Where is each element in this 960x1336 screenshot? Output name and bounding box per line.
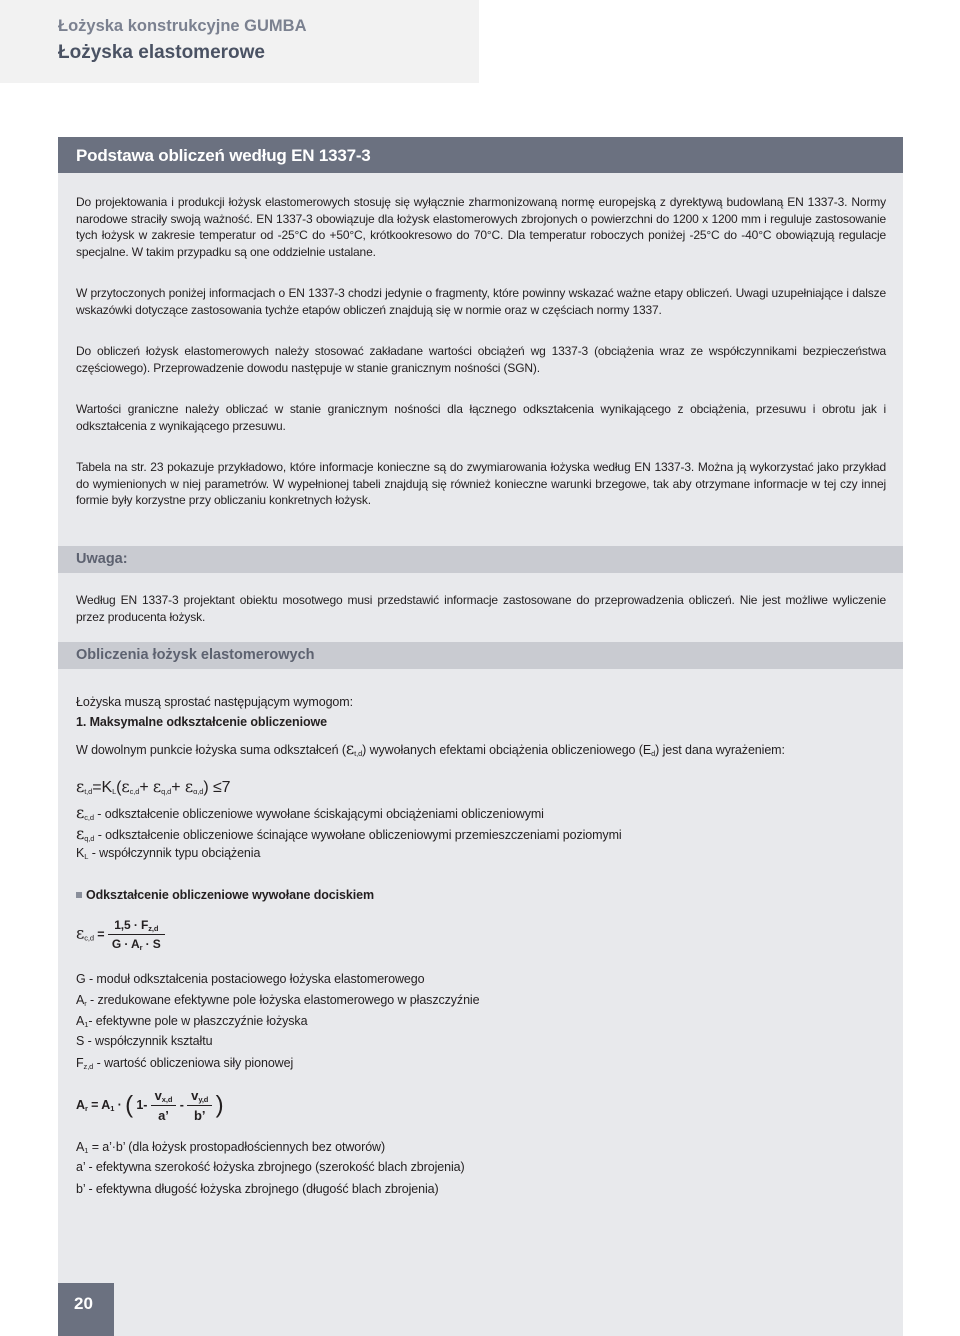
definition-a-prime: a’ - efektywna szerokość łożyska zbrojnego (szerokość blach zbrojenia) (76, 1160, 465, 1174)
paragraph-1: Do projektowania i produkcji łożysk elastomerowych stosuję się wyłącznie zharmonizowaną normę europejską z dyrektywą budowlaną EN 1337-3. Normy narodowe straciły swoją ważność. EN 1337-3 obowiązuje dla łożysk elastomerowych zbrojonych o powierzchni do 1200 x 1200 mm i reguluje zastosowanie tych łożysk w zakresie temperatur od -25°C do +50°C, krótkookresowo do 70°C. Dla temperatur roboczych poniżej -25°C do -40°C obowiązują regulacje specjalne. W takim przypadku są one oddzielnie ustalane. (76, 195, 886, 259)
note-heading-bar (58, 546, 903, 573)
header-box (0, 0, 479, 83)
formula-fraction: $\frac{1,5 \cdot F_{z,d}}{G \cdot A_r \cdot S}$ (108, 918, 165, 952)
formula-fraction-y: $\frac{v_{y,d}}{b’}$ (187, 1088, 212, 1123)
square-bullet-icon (76, 892, 82, 898)
definition-eps-cd: $\varepsilon_{c,d}$ - odkształcenie obliczeniowe wywołane ściskającymi obciążeniami obliczeniowymi (76, 803, 544, 822)
strain-inequality: $\varepsilon_{t,d}=K_L(\varepsilon_{c,d}+ \varepsilon_{q,d}+ \varepsilon_{\alpha,d}) \le 7$ (76, 777, 231, 796)
compression-strain-formula: $\varepsilon_{c,d}$ = $\frac{1,5 \cdot F_{z,d}}{G \cdot A_r \cdot S}$ (76, 918, 165, 952)
header-title: Łożyska elastomerowe (58, 42, 265, 63)
reduced-area-formula: $A_r = A_1$ · ( 1- $\frac{v_{x,d}}{a’}$ - $\frac{v_{y,d}}{b’}$ ) (76, 1088, 224, 1123)
note-text: Według EN 1337-3 projektant obiektu mosotwego musi przedstawić informacje zastosowane do przeprowadzenia obliczeń. Nie jest możliwe wyliczenie przez producenta łożysk. (76, 593, 886, 624)
formula-fraction-x: $\frac{v_{x,d}}{a’}$ (151, 1088, 177, 1123)
calc-intro: Łożyska muszą sprostać następującym wymogom: (76, 695, 353, 709)
paragraph-2: W przytoczonych poniżej informacjach o EN 1337-3 chodzi jedynie o fragmenty, które powinny wskazać ważne etapy obliczeń. Uwagi uzupełniające i dalsze wskazówki dotyczące zastosowania tychże etapów obliczeń znajdują się w normie oraz w częściach normy 1337. (76, 286, 886, 317)
page-number: 20 (74, 1294, 93, 1313)
paragraph-5: Tabela na str. 23 pokazuje przykładowo, które informacje konieczne są do zwymiarowania łożyska według EN 1337-3. Można ją wykorzystać jako przykład do wymienionych w niej parametrów. W wypełnionej tabeli znajdują się również konieczne warunki brzegowe, tak aby otrzymane informacje w tej czy innej formie były korzystne przy obliczaniu konkretnych łożysk. (76, 460, 886, 508)
definition-fz: $F_{z,d}$ - wartość obliczeniowa siły pionowej (76, 1056, 294, 1071)
definition-eps-qd: $\varepsilon_{q,d}$ - odkształcenie obliczeniowe ścinające wywołane obliczeniowymi przemieszczeniami poziomymi (76, 824, 622, 843)
definition-g: G - moduł odkształcenia postaciowego łożyska elastomerowego (76, 972, 425, 986)
definition-ar: $A_r$ - zredukowane efektywne pole łożyska elastomerowego w płaszczyźnie (76, 993, 480, 1008)
calc-heading-bar (58, 642, 903, 669)
calc-heading: Obliczenia łożysk elastomerowych (76, 647, 315, 663)
page-number-tab (58, 1283, 114, 1336)
definition-a1-product: $A_1$ = a’·b’ (dla łożysk prostopadłościennych bez otworów) (76, 1140, 386, 1155)
definition-s: S - współczynnik kształtu (76, 1034, 213, 1048)
definition-a1: $A_1-$ efektywne pole w płaszczyźnie łożyska (76, 1014, 308, 1029)
paragraph-3: Do obliczeń łożysk elastomerowych należy stosować zakładane wartości obciążeń wg 1337-3 (obciążenia wraz ze współczynnikami bezpieczeństwa częściowego). Przeprowadzenie dowodu następuje w stanie granicznym nośności (SGN). (76, 344, 886, 375)
definition-kl: $K_L$ - współczynnik typu obciążenia (76, 846, 261, 861)
requirement-1: 1. Maksymalne odkształcenie obliczeniowe (76, 715, 327, 729)
note-heading: Uwaga: (76, 551, 128, 567)
compression-subheading: Odkształcenie obliczeniowe wywołane dociskiem (76, 888, 374, 902)
paragraph-4: Wartości graniczne należy obliczać w stanie granicznym nośności dla łącznego odkształcenia wynikającego z obciążenia, przesuwu i obrotu jak i odkształcenia z wynikającego przesuwu. (76, 402, 886, 433)
section-heading: Podstawa obliczeń według EN 1337-3 (76, 146, 371, 165)
definition-sentence: W dowolnym punkcie łożyska suma odkształceń $(\varepsilon_{t,d})$ wywołanych efektami obciążenia obliczeniowego $(E_d)$ jest dana wyrażeniem: (76, 739, 785, 758)
definition-b-prime: b’ - efektywna długość łożyska zbrojnego (długość blach zbrojenia) (76, 1182, 439, 1196)
section-heading-bar (58, 137, 903, 173)
header-subtitle: Łożyska konstrukcyjne GUMBA (58, 17, 307, 35)
